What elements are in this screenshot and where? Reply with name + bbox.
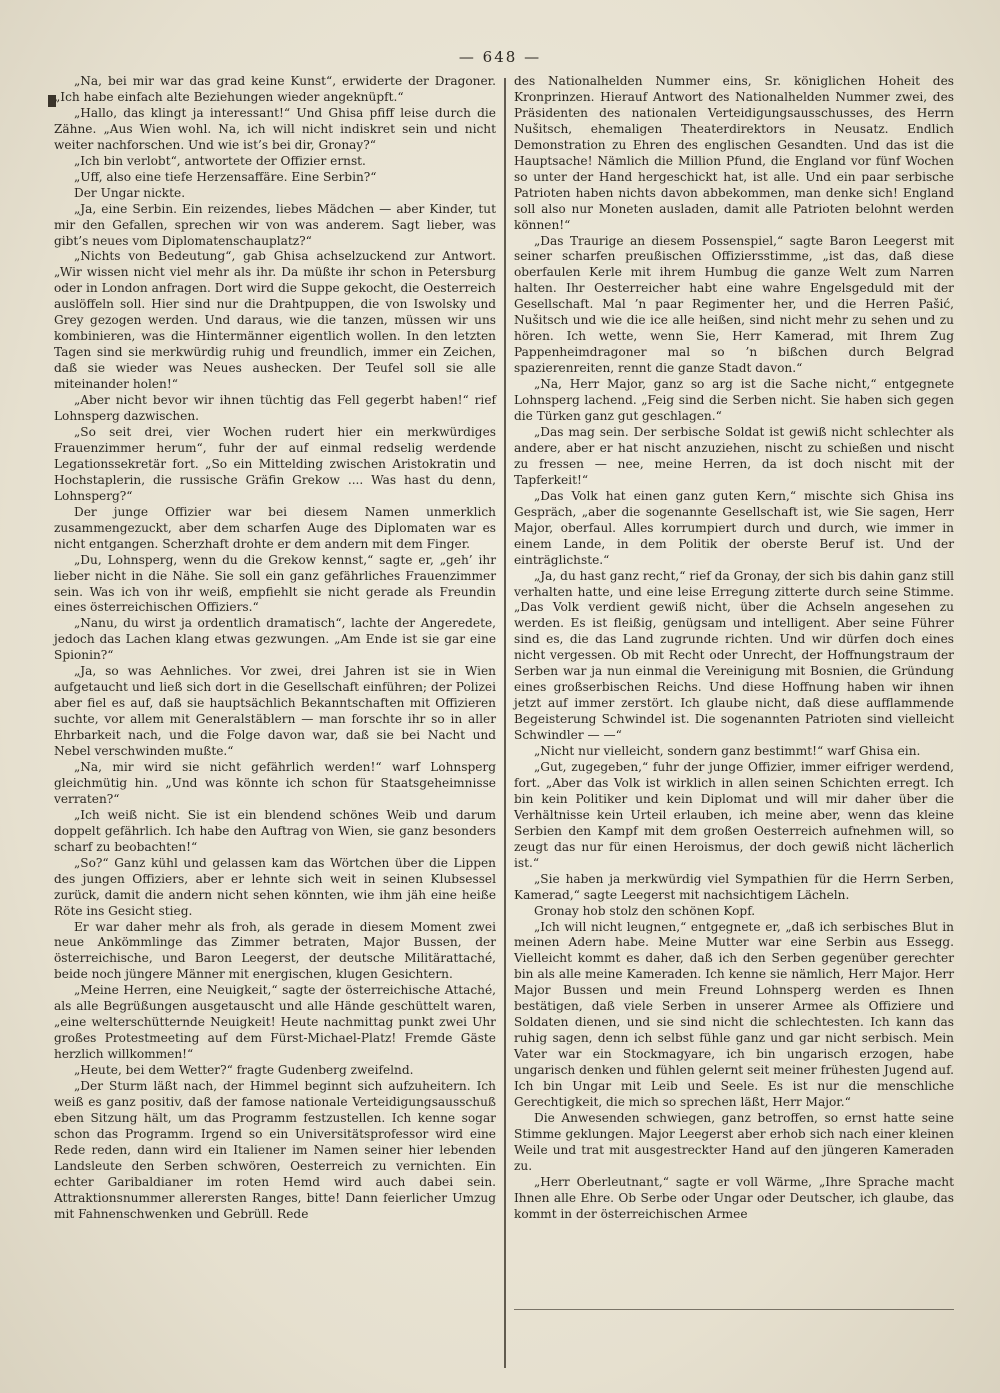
paragraph: „Nanu, du wirst ja ordentlich dramatisch“, lachte der Angeredete, jedoch das Lachen klang etwas gezwungen. „Am Ende ist sie gar eine Spionin?“ [54, 616, 496, 663]
paragraph: „So seit drei, vier Wochen rudert hier ein merkwürdiges Frauenzimmer herum“, fuhr der auf einmal redselig werdende Legationssekretär fort. „So ein Mittelding zwischen Aristokratin und Hochstaplerin, die russische Gräfin Grekow .... Was hast du denn, Lohnsperg?“ [54, 424, 496, 503]
paragraph: „Ich bin verlobt“, antwortete der Offizier ernst. [74, 153, 366, 168]
page-number: — 648 — [458, 48, 542, 66]
paragraph: Er war daher mehr als froh, als gerade in diesem Moment zwei neue Ankömmlinge das Zimmer betraten, Major Bussen, der österreichische, und Baron Leegerst, der deutsche Militärattaché, beide noch jüngere Männer mit energischen, klugen Gesichtern. [54, 919, 496, 982]
paragraph: des Nationalhelden Nummer eins, Sr. königlichen Hoheit des Kronprinzen. Hierauf Antwort des Nationalhelden Nummer zwei, des Präsidenten des nationalen Verteidigungsausschusses, des Herrn Nušitsch, ehemaligen Theaterdirektors in Neusatz. Endlich Demonstration zu Ehren des englischen Gesandten. Und das ist die Hauptsache! Nämlich die Million Pfund, die England vor fünf Wochen so unter der Hand hergeschickt hat, ist alle. Und ein paar serbische Patrioten haben nichts davon abbekommen, man denke sich! England soll also nur Moneten ausladen, damit alle Patrioten belohnt werden können!“ [514, 74, 954, 232]
paragraph: „Das mag sein. Der serbische Soldat ist gewiß nicht schlechter als andere, aber er hat nischt anzuziehen, nischt zu schießen und nischt zu fressen — nee, meine Herren, da ist doch nischt mit der Tapferkeit!“ [514, 424, 954, 487]
paragraph: „Na, Herr Major, ganz so arg ist die Sache nicht,“ entgegnete Lohnsperg lachend. „Feig sind die Serben nicht. Sie haben sich gegen die Türken ganz gut geschlagen.“ [514, 377, 954, 424]
paragraph: „Ja, du hast ganz recht,“ rief da Gronay, der sich bis dahin ganz still verhalten hatte, und eine leise Erregung zitterte durch seine Stimme. „Das Volk verdient gewiß nicht, über die Achseln angesehen zu werden. Es ist fleißig, genügsam und intelligent. Aber seine Führer sind es, die das Land zugrunde richten. Und wir dürfen doch eines nicht vergessen. Ob mit Recht oder Unrecht, der Hoffnungstraum der Serben war ja nun einmal die Vereinigung mit Bosnien, die Gründung eines großserbischen Reichs. Und diese Hoffnung haben wir ihnen jetzt auf immer zerstört. Ich glaube nicht, daß diese aufflammende Begeisterung Schwindel ist. Die sogenannten Patrioten sind vielleicht Schwindler — —“ [514, 568, 954, 743]
paragraph: „Du, Lohnsperg, wenn du die Grekow kennst,“ sagte er, „geh’ ihr lieber nicht in die Nähe. Sie soll ein ganz gefährliches Frauenzimmer sein. Was ich von ihr weiß, empfiehlt sie nicht gerade als Freundin eines österreichischen Offiziers.“ [54, 552, 496, 615]
paragraph: Der Ungar nickte. [74, 185, 186, 200]
paragraph: „Das Volk hat einen ganz guten Kern,“ mischte sich Ghisa ins Gespräch, „aber die sogenannte Gesellschaft ist, wie Sie sagen, Herr Major, oberfaul. Alles korrumpiert durch und durch, wie immer in einem Lande, in dem Politik der oberste Beruf ist. Und der einträglichste.“ [514, 488, 954, 567]
paragraph: „Nichts von Bedeutung“, gab Ghisa achselzuckend zur Antwort. „Wir wissen nicht viel mehr als ihr. Da müßte ihr schon in Petersburg oder in London anfragen. Dort wird die Suppe gekocht, die Oesterreich auslöffeln soll. Hier sind nur die Drahtpuppen, die von Iswolsky und Grey gezogen werden. Und daraus, wie die tanzen, müssen wir uns kombinieren, was die Hintermänner eigentlich wollen. In den letzten Tagen sind sie merkwürdig ruhig und freundlich, immer ein Zeichen, daß sie wieder was Neues aushecken. Der Teufel soll sie alle miteinander holen!“ [54, 249, 496, 392]
paragraph: „Ich weiß nicht. Sie ist ein blendend schönes Weib und darum doppelt gefährlich. Ich habe den Auftrag von Wien, sie ganz besonders scharf zu beobachten!“ [54, 807, 496, 854]
column-divider [504, 78, 506, 1368]
paragraph: „Nicht nur vielleicht, sondern ganz bestimmt!“ warf Ghisa ein. [534, 744, 921, 759]
right-text-column [514, 74, 954, 1223]
paragraph: Die Anwesenden schwiegen, ganz betroffen, so ernst hatte seine Stimme geklungen. Major Leegerst aber erhob sich nach einer kleinen Weile und trat mit ausgestreckter Hand auf den jüngeren Kameraden zu. [514, 1110, 954, 1173]
paragraph: „Na, mir wird sie nicht gefährlich werden!“ warf Lohnsperg gleichmütig hin. „Und was könnte ich schon für Staatsgeheimnisse verraten?“ [54, 759, 496, 806]
paragraph: „Ja, eine Serbin. Ein reizendes, liebes Mädchen — aber Kinder, tut mir den Gefallen, sprechen wir von was anderem. Sagt lieber, was gibt’s neues vom Diplomatenschauplatz?“ [54, 201, 496, 248]
paragraph: „So?“ Ganz kühl und gelassen kam das Wörtchen über die Lippen des jungen Offiziers, aber er lehnte sich weit in seinen Klubsessel zurück, damit die andern nicht sehen könnten, wie ihm jäh eine heiße Röte ins Gesicht stieg. [54, 855, 496, 918]
paragraph-separator [514, 1309, 954, 1310]
paragraph: „Sie haben ja merkwürdig viel Sympathien für die Herrn Serben, Kamerad,“ sagte Leegerst mit nachsichtigem Lächeln. [514, 871, 954, 902]
paragraph: „Uff, also eine tiefe Herzensaffäre. Eine Serbin?“ [74, 169, 377, 184]
paragraph: „Meine Herren, eine Neuigkeit,“ sagte der österreichische Attaché, als alle Begrüßungen ausgetauscht und alle Hände geschüttelt waren, „eine welterschütternde Neuigkeit! Heute nachmittag punkt zwei Uhr großes Protestmeeting auf dem Fürst-Michael-Platz! Fremde Gäste herzlich willkommen!“ [54, 983, 496, 1062]
paragraph: „Das Traurige an diesem Possenspiel,“ sagte Baron Leegerst mit seiner scharfen preußischen Offiziersstimme, „ist das, daß diese oberfaulen Kerle mit ihrem Humbug die ganze Welt zum Narren halten. Ihr Oesterreicher habt eine wahre Engelsgeduld mit der Gesellschaft. Mal ’n paar Regimenter her, und die Herren Pašić, Nušitsch und wie die ice alle heißen, sind nicht mehr zu sehen und zu hören. Ich wette, wenn Sie, Herr Kamerad, mit Ihrem Zug Pappenheimdragoner mal so ’n bißchen durch Belgrad spazierenreiten, rennt die ganze Stadt davon.“ [514, 233, 954, 376]
paragraph: „Ja, so was Aehnliches. Vor zwei, drei Jahren ist sie in Wien aufgetaucht und ließ sich dort in die Gesellschaft einführen; der Polizei aber fiel es auf, daß sie hauptsächlich Bekanntschaften mit Offizieren suchte, vor allem mit Generalstäblern — man forschte ihr so in aller Ehrbarkeit nach, und die Folge davon war, daß sie bei Nacht und Nebel verschwinden mußte.“ [54, 664, 496, 759]
paragraph: „Hallo, das klingt ja interessant!“ Und Ghisa pfiff leise durch die Zähne. „Aus Wien wohl. Na, ich will nicht indiskret sein und nicht weiter nachforschen. Und wie ist’s bei dir, Gronay?“ [54, 105, 496, 152]
paragraph: „Heute, bei dem Wetter?“ fragte Gudenberg zweifelnd. [74, 1063, 414, 1078]
paragraph: „Der Sturm läßt nach, der Himmel beginnt sich aufzuheitern. Ich weiß es ganz positiv, daß der famose nationale Verteidigungsausschuß eben Sitzung hält, um das Programm festzustellen. Ich kenne sogar schon das Programm. Irgend so ein Universitätsprofessor wird eine Rede reden, dann wird ein Italiener im Namen seiner hier lebenden Landsleute den Serben schwören, Oesterreich zu vernichten. Ein echter Garibaldianer im roten Hemd wird auch dabei sein. Attraktionsnummer allerersten Ranges, bitte! Dann feierlicher Umzug mit Fahnenschwenken und Gebrüll. Rede [54, 1079, 496, 1221]
paragraph: „Gut, zugegeben,“ fuhr der junge Offizier, immer eifriger werdend, fort. „Aber das Volk ist wirklich in allen seinen Schichten erregt. Ich bin kein Politiker und kein Diplomat und will mir daher über die Verhältnisse kein Urteil erlauben, ich meine aber, wenn das kleine Serbien den Kampf mit dem großen Oesterreich aufnehmen will, so zeugt das nur für einen Heroismus, der doch gewiß nicht lächerlich ist.“ [514, 759, 954, 870]
left-text-column [54, 74, 496, 1223]
paragraph: Gronay hob stolz den schönen Kopf. [534, 903, 756, 918]
paragraph: „Herr Oberleutnant,“ sagte er voll Wärme, „Ihre Sprache macht Ihnen alle Ehre. Ob Serbe oder Ungar oder Deutscher, ich glaube, das kommt in der österreichischen Armee [514, 1174, 954, 1221]
paragraph: „Na, bei mir war das grad keine Kunst“, erwiderte der Dragoner. „Ich habe einfach alte Beziehungen wieder angeknüpft.“ [54, 74, 496, 104]
paragraph: Der junge Offizier war bei diesem Namen unmerklich zusammengezuckt, aber dem scharfen Auge des Diplomaten war es nicht entgangen. Scherzhaft drohte er dem andern mit dem Finger. [54, 504, 496, 551]
paragraph: „Aber nicht bevor wir ihnen tüchtig das Fell gegerbt haben!“ rief Lohnsperg dazwischen. [54, 393, 496, 424]
paragraph: „Ich will nicht leugnen,“ entgegnete er, „daß ich serbisches Blut in meinen Adern habe. Meine Mutter war eine Serbin aus Essegg. Vielleicht kommt es daher, daß ich den Serben gegenüber gerechter bin als alle meine Kameraden. Ich kenne sie nämlich, Herr Major. Herr Major Bussen und mein Freund Lohnsperg werden es Ihnen bestätigen, daß viele Serben in unserer Armee als Offiziere und Soldaten dienen, und sie sind nicht die schlechtesten. Ich kann das ruhig sagen, denn ich selbst fühle ganz und gar nicht serbisch. Mein Vater war ein Stockmagyare, ich bin ungarisch erzogen, habe ungarisch denken und fühlen gelernt seit meiner frühesten Jugend auf. Ich bin Ungar mit Leib und Seele. Es ist nur die menschliche Gerechtigkeit, die mich so sprechen läßt, Herr Major.“ [514, 919, 954, 1109]
